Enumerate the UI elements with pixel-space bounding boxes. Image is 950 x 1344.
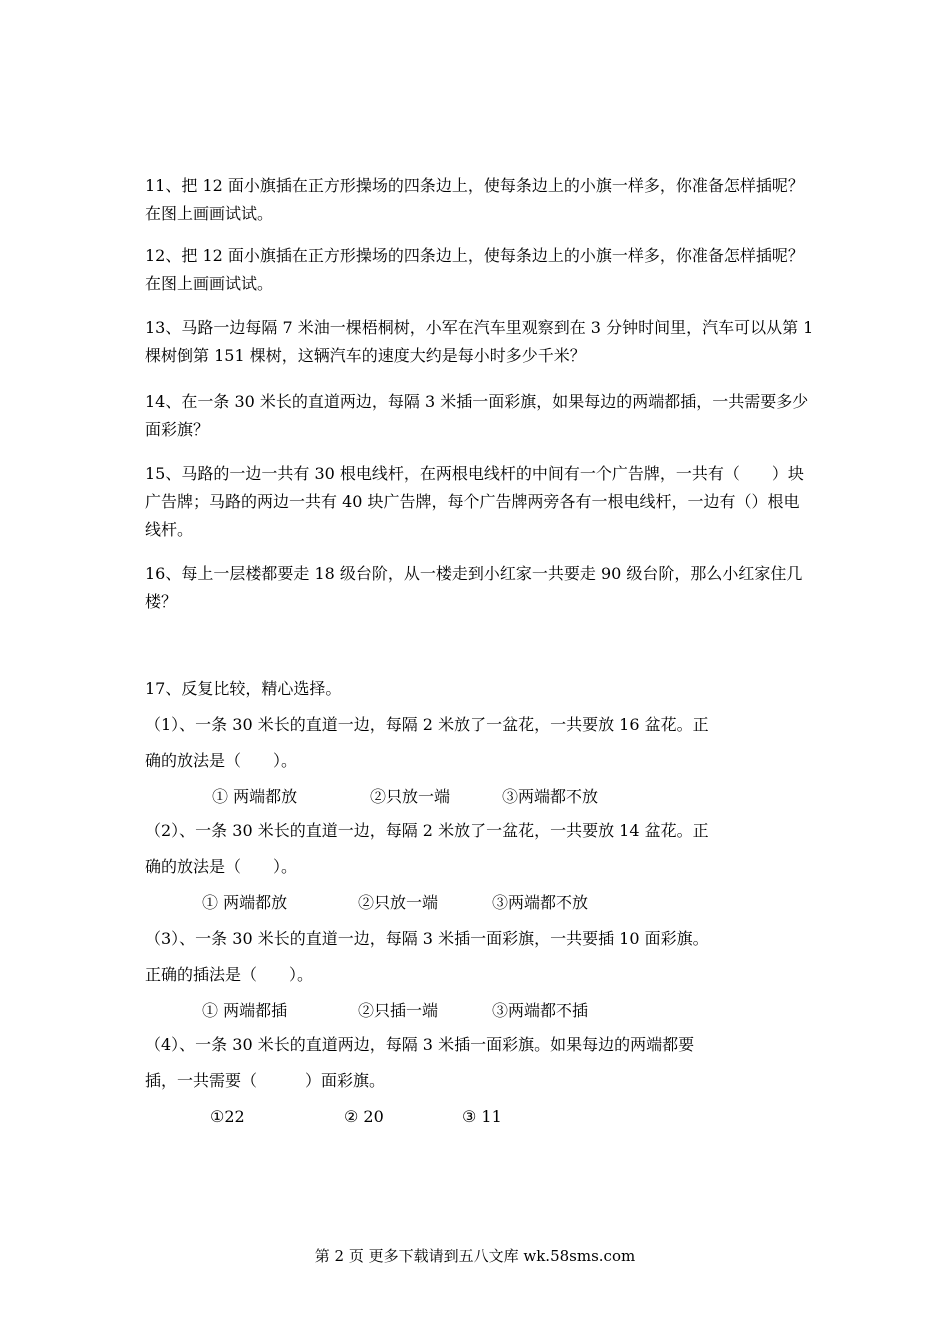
choice-item-4-option-1: ①22	[210, 1107, 245, 1126]
question-11: 11、把 12 面小旗插在正方形操场的四条边上，使每条边上的小旗一样多，你准备怎样插呢？在图上画画试试。	[145, 176, 804, 223]
choice-item-3-line1: （3）、一条 30 米长的直道一边，每隔 3 米插一面彩旗，一共要插 10 面彩旗。	[145, 929, 709, 948]
question-16: 16、每上一层楼都要走 18 级台阶，从一楼走到小红家一共要走 90 级台阶，那么小红家住几楼？	[145, 564, 803, 611]
question-12: 12、把 12 面小旗插在正方形操场的四条边上，使每条边上的小旗一样多，你准备怎样插呢？在图上画画试试。	[145, 246, 804, 293]
choice-item-2-option-3: ③两端都不放	[492, 893, 589, 912]
choice-item-1-option-1: ① 两端都放	[212, 787, 298, 806]
section-17-title: 17、反复比较，精心选择。	[145, 679, 342, 698]
page-footer: 第 2 页 更多下载请到五八文库 wk.58sms.com	[314, 1247, 636, 1265]
choice-item-3-option-1: ① 两端都插	[202, 1001, 288, 1020]
choice-item-1-option-3: ③两端都不放	[502, 787, 599, 806]
choice-item-2-line2: 确的放法是（ ）。	[145, 857, 298, 876]
choice-item-4-line1: （4）、一条 30 米长的直道两边，每隔 3 米插一面彩旗。如果每边的两端都要	[145, 1035, 695, 1054]
choice-item-3-option-3: ③两端都不插	[492, 1001, 589, 1020]
choice-item-4-option-3: ③ 11	[462, 1107, 502, 1126]
choice-item-3-option-2: ②只插一端	[358, 1001, 439, 1020]
question-14: 14、在一条 30 米长的直道两边，每隔 3 米插一面彩旗，如果每边的两端都插，一共需要多少面彩旗？	[145, 392, 809, 439]
choice-item-1-option-2: ②只放一端	[370, 787, 451, 806]
choice-item-3-line2: 正确的插法是（ ）。	[145, 965, 314, 984]
choice-item-2-option-2: ②只放一端	[358, 893, 439, 912]
choice-item-4-option-2: ② 20	[344, 1107, 384, 1126]
question-13: 13、马路一边每隔 7 米油一棵梧桐树，小军在汽车里观察到在 3 分钟时间里，汽车可以从第 1 棵树倒第 151 棵树，这辆汽车的速度大约是每小时多少千米？	[145, 318, 814, 365]
choice-item-2-line1: （2）、一条 30 米长的直道一边，每隔 2 米放了一盆花，一共要放 14 盆花。正	[145, 821, 709, 840]
choice-item-2-option-1: ① 两端都放	[202, 893, 288, 912]
choice-item-1-line1: （1）、一条 30 米长的直道一边，每隔 2 米放了一盆花，一共要放 16 盆花。正	[145, 715, 709, 734]
choice-item-4-line2: 插，一共需要（ ）面彩旗。	[145, 1071, 386, 1090]
question-15: 15、马路的一边一共有 30 根电线杆，在两根电线杆的中间有一个广告牌，一共有（ ）块广告牌；马路的两边一共有 40 块广告牌，每个广告牌两旁各有一根电线杆，一边有（）根电线杆。	[145, 464, 804, 539]
choice-item-1-line2: 确的放法是（ ）。	[145, 751, 298, 770]
